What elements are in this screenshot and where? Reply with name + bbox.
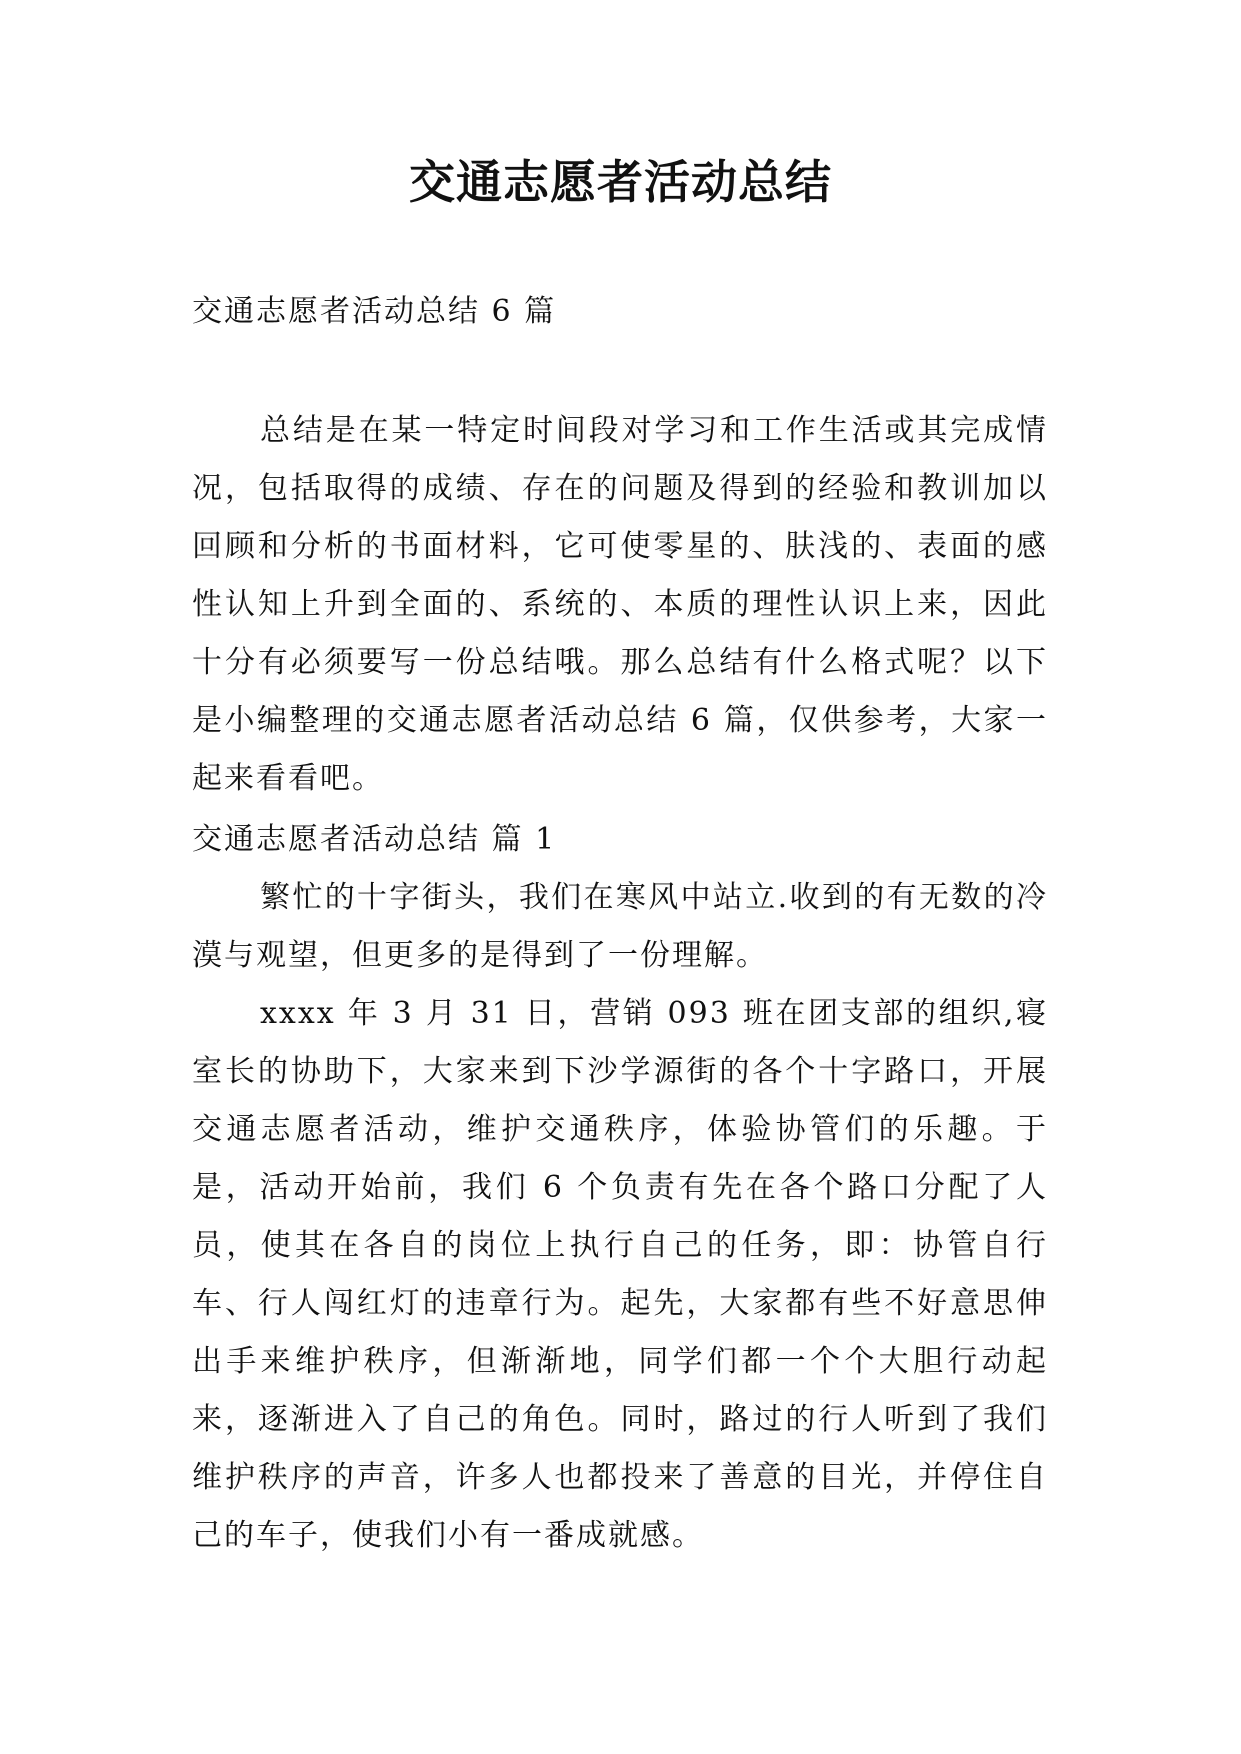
document-title: 交通志愿者活动总结 xyxy=(409,155,832,209)
body-paragraph-1: 繁忙的十字街头，我们在寒风中站立.收到的有无数的冷漠与观望，但更多的是得到了一份理解。 xyxy=(192,880,1048,973)
document-subtitle: 交通志愿者活动总结 6 篇 xyxy=(192,294,557,329)
section-heading: 交通志愿者活动总结 篇 1 xyxy=(192,822,557,857)
intro-paragraph: 总结是在某一特定时间段对学习和工作生活或其完成情况，包括取得的成绩、存在的问题及得到的经验和教训加以回顾和分析的书面材料，它可使零星的、肤浅的、表面的感性认知上升到全面的、系统的、本质的理性认识上来，因此十分有必须要写一份总结哦。那么总结有什么格式呢？以下是小编整理的交通志愿者活动总结 6 篇，仅供参考，大家一起来看看吧。 xyxy=(192,413,1048,796)
body-paragraph-2: xxxx 年 3 月 31 日，营销 093 班在团支部的组织,寝室长的协助下，大家来到下沙学源街的各个十字路口，开展交通志愿者活动，维护交通秩序，体验协管们的乐趣。于是，活动开始前，我们 6 个负责有先在各个路口分配了人员，使其在各自的岗位上执行自己的任务，即：协管自行车、行人闯红灯的违章行为。起先，大家都有些不好意思伸出手来维护秩序，但渐渐地，同学们都一个个大胆行动起来，逐渐进入了自己的角色。同时，路过的行人听到了我们维护秩序的声音，许多人也都投来了善意的目光，并停住自己的车子，使我们小有一番成就感。 xyxy=(192,996,1048,1553)
